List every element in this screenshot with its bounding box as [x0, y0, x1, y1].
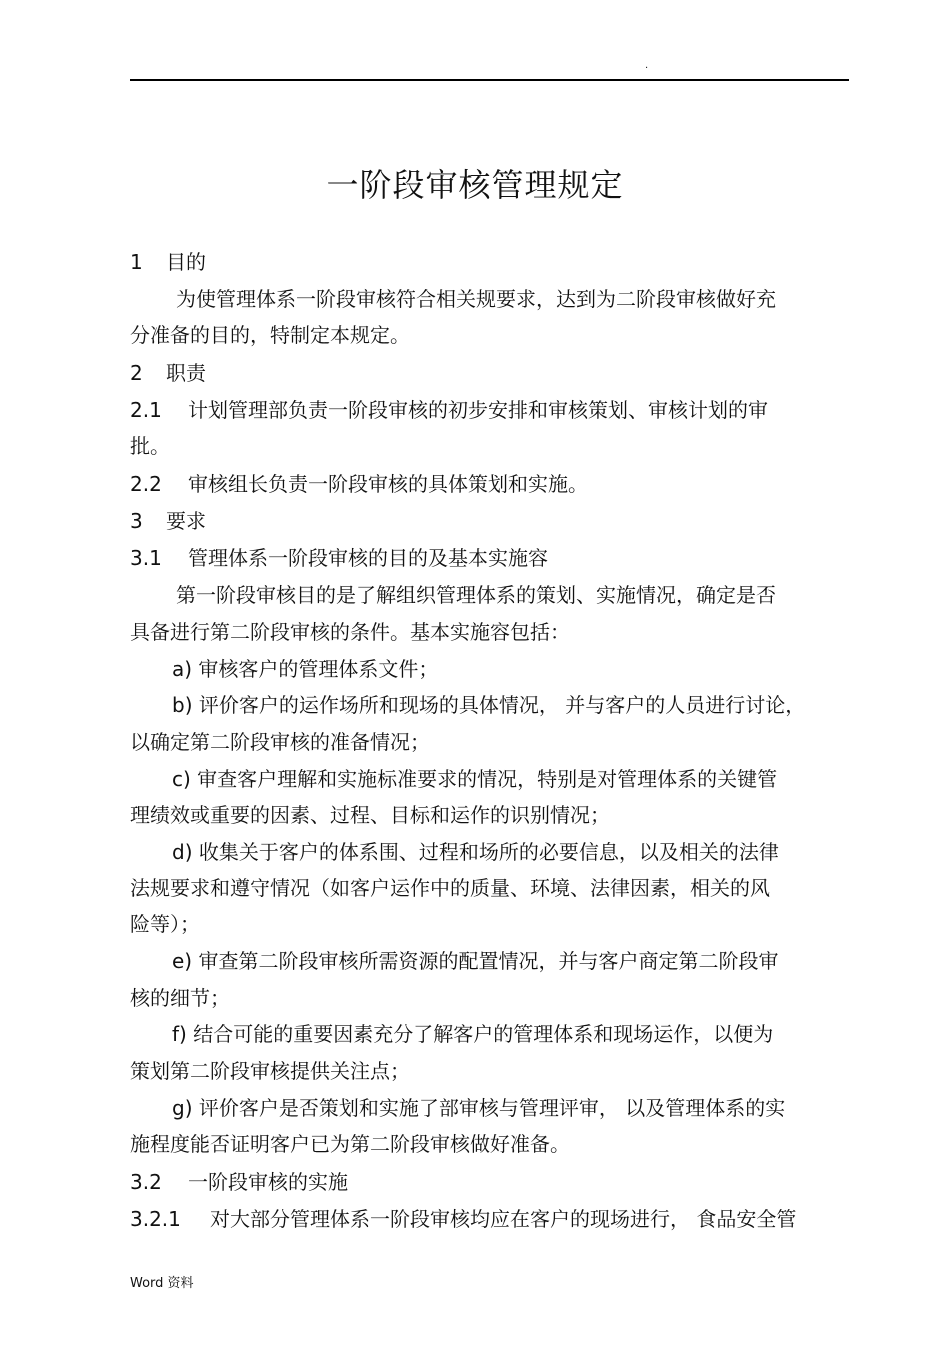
line-text: 策划第二阶段审核提供关注点； — [130, 1059, 410, 1083]
line-text: 第一阶段审核目的是了解组织管理体系的策划、实施情况，确定是否 — [176, 583, 776, 607]
line-text: 职责 — [166, 361, 206, 385]
section-number: 3 — [130, 509, 143, 533]
line-text: 批。 — [130, 434, 170, 458]
body-line — [172, 1096, 785, 1120]
body-line — [172, 949, 778, 973]
body-line — [130, 620, 570, 644]
body-line — [172, 693, 805, 717]
line-text: c) 审查客户理解和实施标准要求的情况，特别是对管理体系的关键管 — [172, 767, 778, 791]
body-line — [130, 434, 170, 458]
body-line — [130, 546, 548, 570]
section-number: 1 — [130, 250, 143, 274]
line-text: 计划管理部负责一阶段审核的初步安排和审核策划、审核计划的审 — [188, 398, 768, 422]
line-text: 要求 — [166, 509, 206, 533]
body-line — [130, 472, 588, 496]
body-line — [172, 767, 777, 791]
body-line — [130, 1059, 410, 1083]
section-number: 2.1 — [130, 398, 162, 422]
line-text: 具备进行第二阶段审核的条件。基本实施容包括： — [130, 620, 570, 644]
header-rule — [130, 79, 849, 81]
body-line — [130, 803, 610, 827]
body-line — [130, 361, 206, 385]
body-line — [172, 840, 779, 864]
line-text: 险等）； — [130, 912, 200, 936]
line-text: a) 审核客户的管理体系文件； — [172, 657, 439, 681]
body-line — [172, 1022, 773, 1046]
line-text: 以确定第二阶段审核的准备情况； — [130, 730, 430, 754]
line-text: 为使管理体系一阶段审核符合相关规要求，达到为二阶段审核做好充 — [176, 287, 776, 311]
page-title: 一阶段审核管理规定 — [326, 166, 624, 204]
line-text: f) 结合可能的重要因素充分了解客户的管理体系和现场运作，以便为 — [172, 1022, 774, 1046]
body-line — [176, 583, 776, 607]
body-line — [130, 509, 206, 533]
line-text: d) 收集关于客户的体系围、过程和场所的必要信息，以及相关的法律 — [172, 840, 779, 864]
body-line — [130, 1207, 796, 1231]
section-number: 3.2 — [130, 1170, 162, 1194]
section-number: 3.1 — [130, 546, 162, 570]
line-text: g) 评价客户是否策划和实施了部审核与管理评审， 以及管理体系的实 — [172, 1096, 786, 1120]
line-text: 法规要求和遵守情况（如客户运作中的质量、环境、法律因素，相关的风 — [130, 876, 770, 900]
line-text: 一阶段审核的实施 — [188, 1170, 348, 1194]
line-text: 对大部分管理体系一阶段审核均应在客户的现场进行， 食品安全管 — [210, 1207, 797, 1231]
line-text: e) 审查第二阶段审核所需资源的配置情况，并与客户商定第二阶段审 — [172, 949, 779, 973]
section-number: 2.2 — [130, 472, 162, 496]
line-text: 理绩效或重要的因素、过程、目标和运作的识别情况； — [130, 803, 610, 827]
body-line — [130, 323, 410, 347]
section-number: 2 — [130, 361, 143, 385]
body-line — [130, 250, 206, 274]
line-text: 管理体系一阶段审核的目的及基本实施容 — [188, 546, 548, 570]
body-line — [176, 287, 776, 311]
body-line — [130, 1170, 348, 1194]
body-line — [130, 912, 200, 936]
body-line — [172, 657, 438, 681]
body-line — [130, 730, 430, 754]
section-number: 3.2.1 — [130, 1207, 181, 1231]
line-text: 分准备的目的，特制定本规定。 — [130, 323, 410, 347]
line-text: 目的 — [166, 250, 206, 274]
header-mark: . — [645, 60, 649, 71]
line-text: 核的细节； — [130, 986, 230, 1010]
body-line — [130, 876, 770, 900]
line-text: b) 评价客户的运作场所和现场的具体情况， 并与客户的人员进行讨论， — [172, 693, 806, 717]
line-text: 施程度能否证明客户已为第二阶段审核做好准备。 — [130, 1132, 570, 1156]
body-line — [130, 1132, 570, 1156]
body-line — [130, 986, 230, 1010]
line-text: 审核组长负责一阶段审核的具体策划和实施。 — [188, 472, 588, 496]
body-line — [130, 398, 768, 422]
footer-label: Word 资料 — [130, 1276, 194, 1291]
